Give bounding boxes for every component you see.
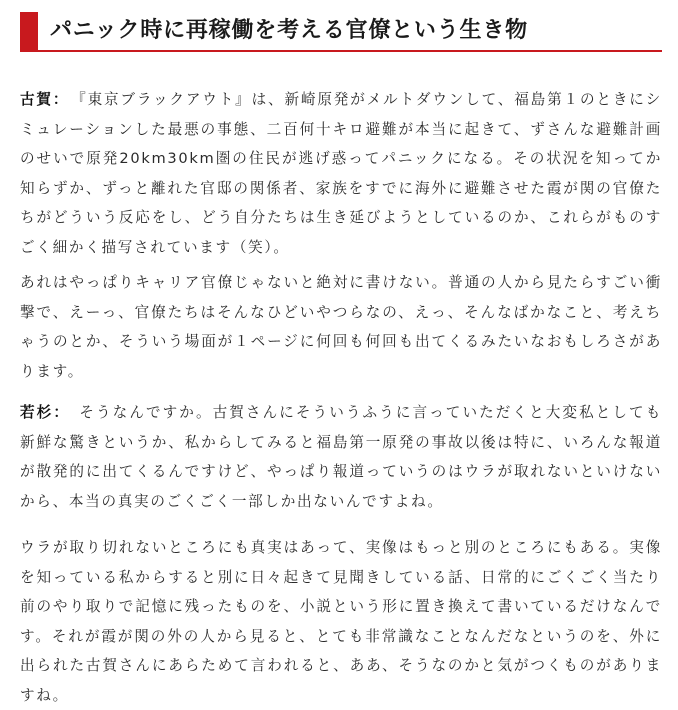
paragraph-text: ウラが取り切れないところにも真実はあって、実像はもっと別のところにもある。実像を知っている私からすると別に日々起きて見聞きしている話、日常的にごくごく当たり前のやり取りで記憶に残ったものを、小説という形に置き換えて書いているだけなんです。それが霞が関の外の人から見ると、とても非常識なことなんだなというのを、外に出られた古賀さんにあらためて言われると、ああ、そうなのかと気がつくものがありますね。 bbox=[20, 539, 662, 704]
paragraph-text: そうなんですか。古賀さんにそういうふうに言っていただくと大変私としても新鮮な驚きというか、私からしてみると福島第一原発の事故以後は特に、いろんな報道が散発的に出てくるんですけど、やっぱり報道っていうのはウラが取れないといけないから、本当の真実のごくごく一部しか出ないんですよね。 bbox=[20, 404, 662, 510]
paragraph-text: あれはやっぱりキャリア官僚じゃないと絶対に書けない。普通の人から見たらすごい衝撃で、えーっ、官僚たちはそんなひどいやつらなの、えっ、そんなばかなこと、考えちゃうのとか、そういう場面が１ページに何回も何回も出てくるみたいなおもしろさがあります。 bbox=[20, 274, 662, 380]
paragraph-koga-2 bbox=[20, 268, 662, 386]
speaker-label: 若杉： bbox=[20, 404, 63, 421]
heading-accent-bar bbox=[20, 12, 38, 51]
paragraph-text: 『東京ブラックアウト』は、新崎原発がメルトダウンして、福島第１のときにシミュレーションした最悪の事態、二百何十キロ避難が本当に起きて、ずさんな避難計画のせいで原発20km30km圏の住民が逃げ惑ってパニックになる。その状況を知ってか知らずか、ずっと離れた官邸の関係者、家族をすでに海外に避難させた霞が関の官僚たちがどういう反応をし、どう自分たちは生き延びようとしているのか、これらがものすごく細かく描写されています（笑）。 bbox=[20, 91, 662, 256]
speaker-label: 古賀： bbox=[20, 91, 62, 108]
article bbox=[20, 0, 662, 704]
heading-title: パニック時に再稼働を考える官僚という生き物 bbox=[50, 18, 528, 43]
paragraph-wakasugi-1 bbox=[20, 398, 662, 516]
paragraph-koga-1 bbox=[20, 85, 662, 262]
section-heading bbox=[20, 0, 662, 52]
paragraph-wakasugi-2 bbox=[20, 533, 662, 710]
